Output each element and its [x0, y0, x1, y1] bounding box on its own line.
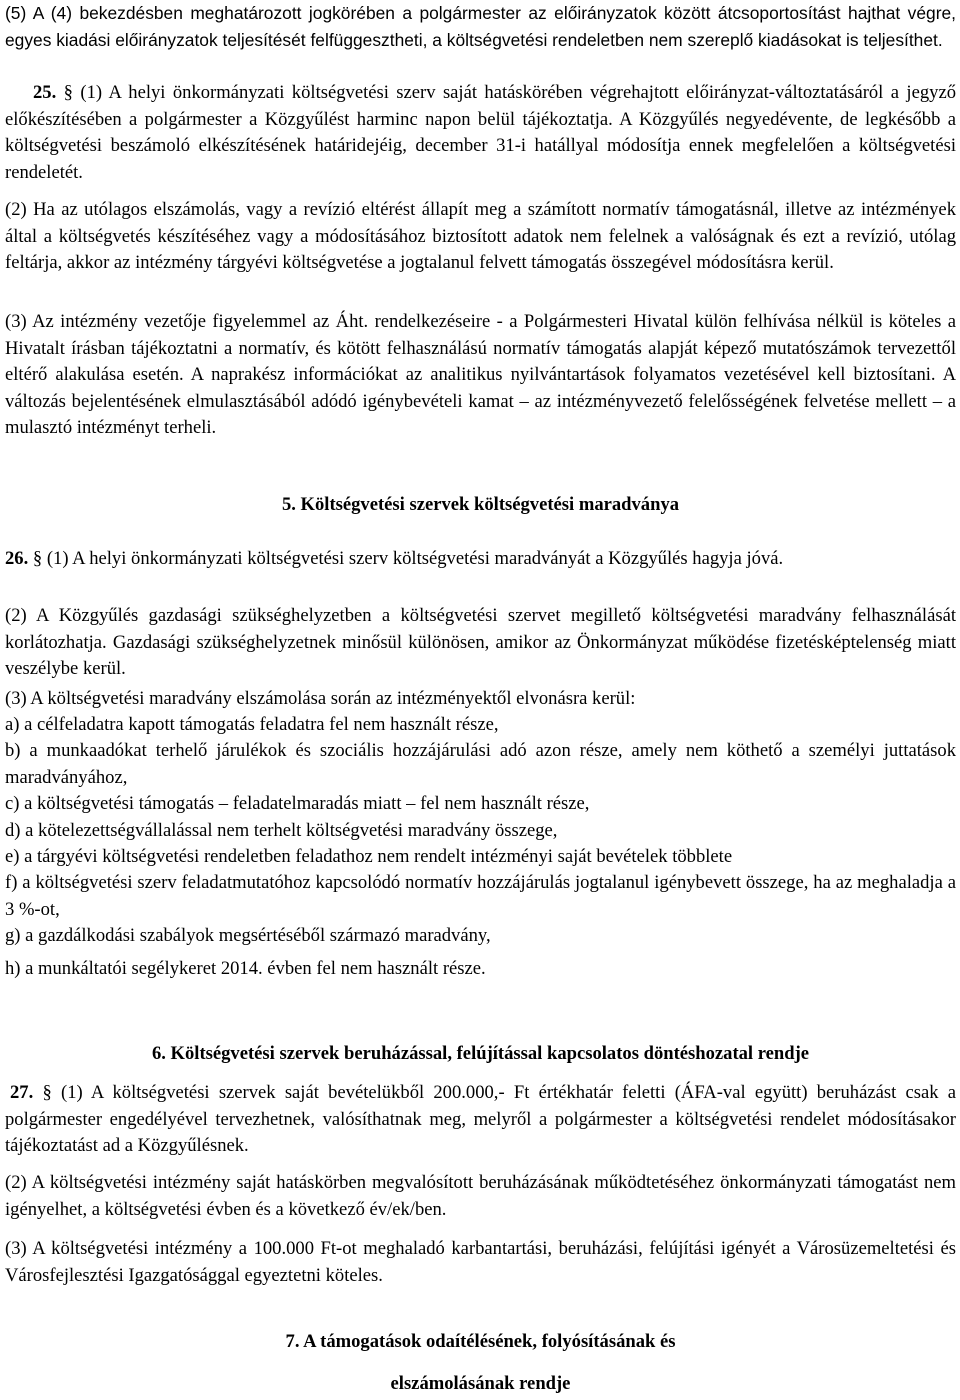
- paragraph-26-2: (2) A Közgyűlés gazdasági szükséghelyzetben a költségvetési szervet megillető költségvetési maradvány felhasználását korlátozhatja. Gazdasági szükséghelyzetnek minősül különösen, amikor az Önkormányzat működése fizetésképtelenség miatt veszélybe kerül.: [5, 605, 956, 679]
- list-item-c: c) a költségvetési támogatás – feladatelmaradás miatt – fel nem használt része,: [5, 793, 590, 814]
- paragraph-27-1: [5, 1080, 956, 1160]
- list-item-b: b) a munkaadókat terhelő járulékok és szociális hozzájárulási adó azon része, amely nem köthető a személyi juttatások maradványához,: [5, 740, 956, 788]
- list-item-h: h) a munkáltatói segélykeret 2014. évben fel nem használt része.: [5, 958, 486, 979]
- paragraph-26-1: [5, 546, 956, 573]
- paragraph-25-3: (3) Az intézmény vezetője figyelemmel az Áht. rendelkezéseire - a Polgármesteri Hivatal külön felhívása nélkül is köteles a Hivatalt írásban tájékoztatni a normatív, és kötött felhasználású normatív támogatás alapját képező mutatószámok tervezettől eltérő alakulása esetén. A naprakész információkat az analitikus nyilvántartások folyamatos vezetésével kell biztosítani. A változás bejelentésének elmulasztásából adódó igénybevételi kamat – az intézményvezető felelősségének felvetése mellett – a mulasztó intézményt terheli.: [5, 311, 956, 438]
- paragraph-26-3: (3) A költségvetési maradvány elszámolása során az intézményektől elvonásra kerül:: [5, 688, 636, 709]
- list-item-d: d) a kötelezettségvállalással nem terhelt költségvetési maradvány összege,: [5, 820, 558, 841]
- paragraph-25-1-text: § (1) A helyi önkormányzati költségvetési szerv saját hatáskörében végrehajtott előirányzat-változtatásáról a jegyző előkészítésében a polgármester a Közgyűlést harminc napon belül tájékoztatja. A Közgyűlés negyedévente, de legkésőbb a költségvetési beszámoló elkészítésének határidejéig, december 31-i hatállyal módosítja ennek megfelelően a költségvetési rendeletét.: [5, 82, 956, 183]
- paragraph-25-1: [5, 80, 956, 186]
- heading-section-5: 5. Költségvetési szervek költségvetési maradványa: [281, 494, 680, 515]
- list-item-g: g) a gazdálkodási szabályok megsértéséből származó maradvány,: [5, 925, 491, 946]
- section-number-26: 26.: [5, 548, 29, 569]
- paragraph-27-3: (3) A költségvetési intézmény a 100.000 Ft-ot meghaladó karbantartási, beruházási, felújítási igényét a Városüzemeltetési és Városfejlesztési Igazgatósággal egyeztetni köteles.: [5, 1238, 956, 1286]
- list-item-f: f) a költségvetési szerv feladatmutatóhoz kapcsolódó normatív hozzájárulás jogtalanul igénybevett összege, ha az meghaladja a 3 %-ot,: [5, 872, 956, 920]
- section-number-27: 27.: [10, 1082, 34, 1103]
- paragraph-27-2: (2) A költségvetési intézmény saját hatáskörben megvalósított beruházásának működtetéséhez önkormányzati támogatást nem igényelhet, a költségvetési évben és a következő év/ek/ben.: [5, 1172, 956, 1220]
- heading-section-7-line2: elszámolásának rendje: [390, 1373, 571, 1394]
- heading-section-6: 6. Költségvetési szervek beruházással, felújítással kapcsolatos döntéshozatal rendje: [151, 1043, 810, 1064]
- heading-section-7-line1: 7. A támogatások odaítélésének, folyósításának és: [285, 1331, 676, 1352]
- paragraph-27-1-text: § (1) A költségvetési szervek saját bevételükből 200.000,- Ft értékhatár feletti (ÁFA-val együtt) beruházást csak a polgármester engedélyével tervezhetnek, valósíthatnak meg, melyről a polgármester a költségvetési rendelet módosításakor tájékoztatást ad a Közgyűlésnek.: [5, 1082, 956, 1156]
- section-number-25: 25.: [33, 82, 57, 103]
- list-item-e: e) a tárgyévi költségvetési rendeletben feladathoz nem rendelt intézményi saját bevételek többlete: [5, 846, 733, 867]
- paragraph-26-1-text: § (1) A helyi önkormányzati költségvetési szerv költségvetési maradványát a Közgyűlés hagyja jóvá.: [32, 548, 784, 569]
- list-item-a: a) a célfeladatra kapott támogatás feladatra fel nem használt része,: [5, 714, 499, 735]
- paragraph-25-2: (2) Ha az utólagos elszámolás, vagy a revízió eltérést állapít meg a számított normatív támogatásnál, illetve az intézmények által a költségvetés készítéséhez vagy a módosításához biztosított adatok nem felelnek a valóságnak és ezt a revízió, utólag feltárja, akkor az intézmény tárgyévi költségvetése a jogtalanul felvett támogatás összegével módosításra kerül.: [5, 199, 956, 273]
- paragraph-24-5: (5) A (4) bekezdésben meghatározott jogkörében a polgármester az előirányzatok között átcsoportosítást hajthat végre, egyes kiadási előirányzatok teljesítését felfüggesztheti, a költségvetési rendeletben nem szereplő kiadásokat is teljesíthet.: [5, 3, 956, 50]
